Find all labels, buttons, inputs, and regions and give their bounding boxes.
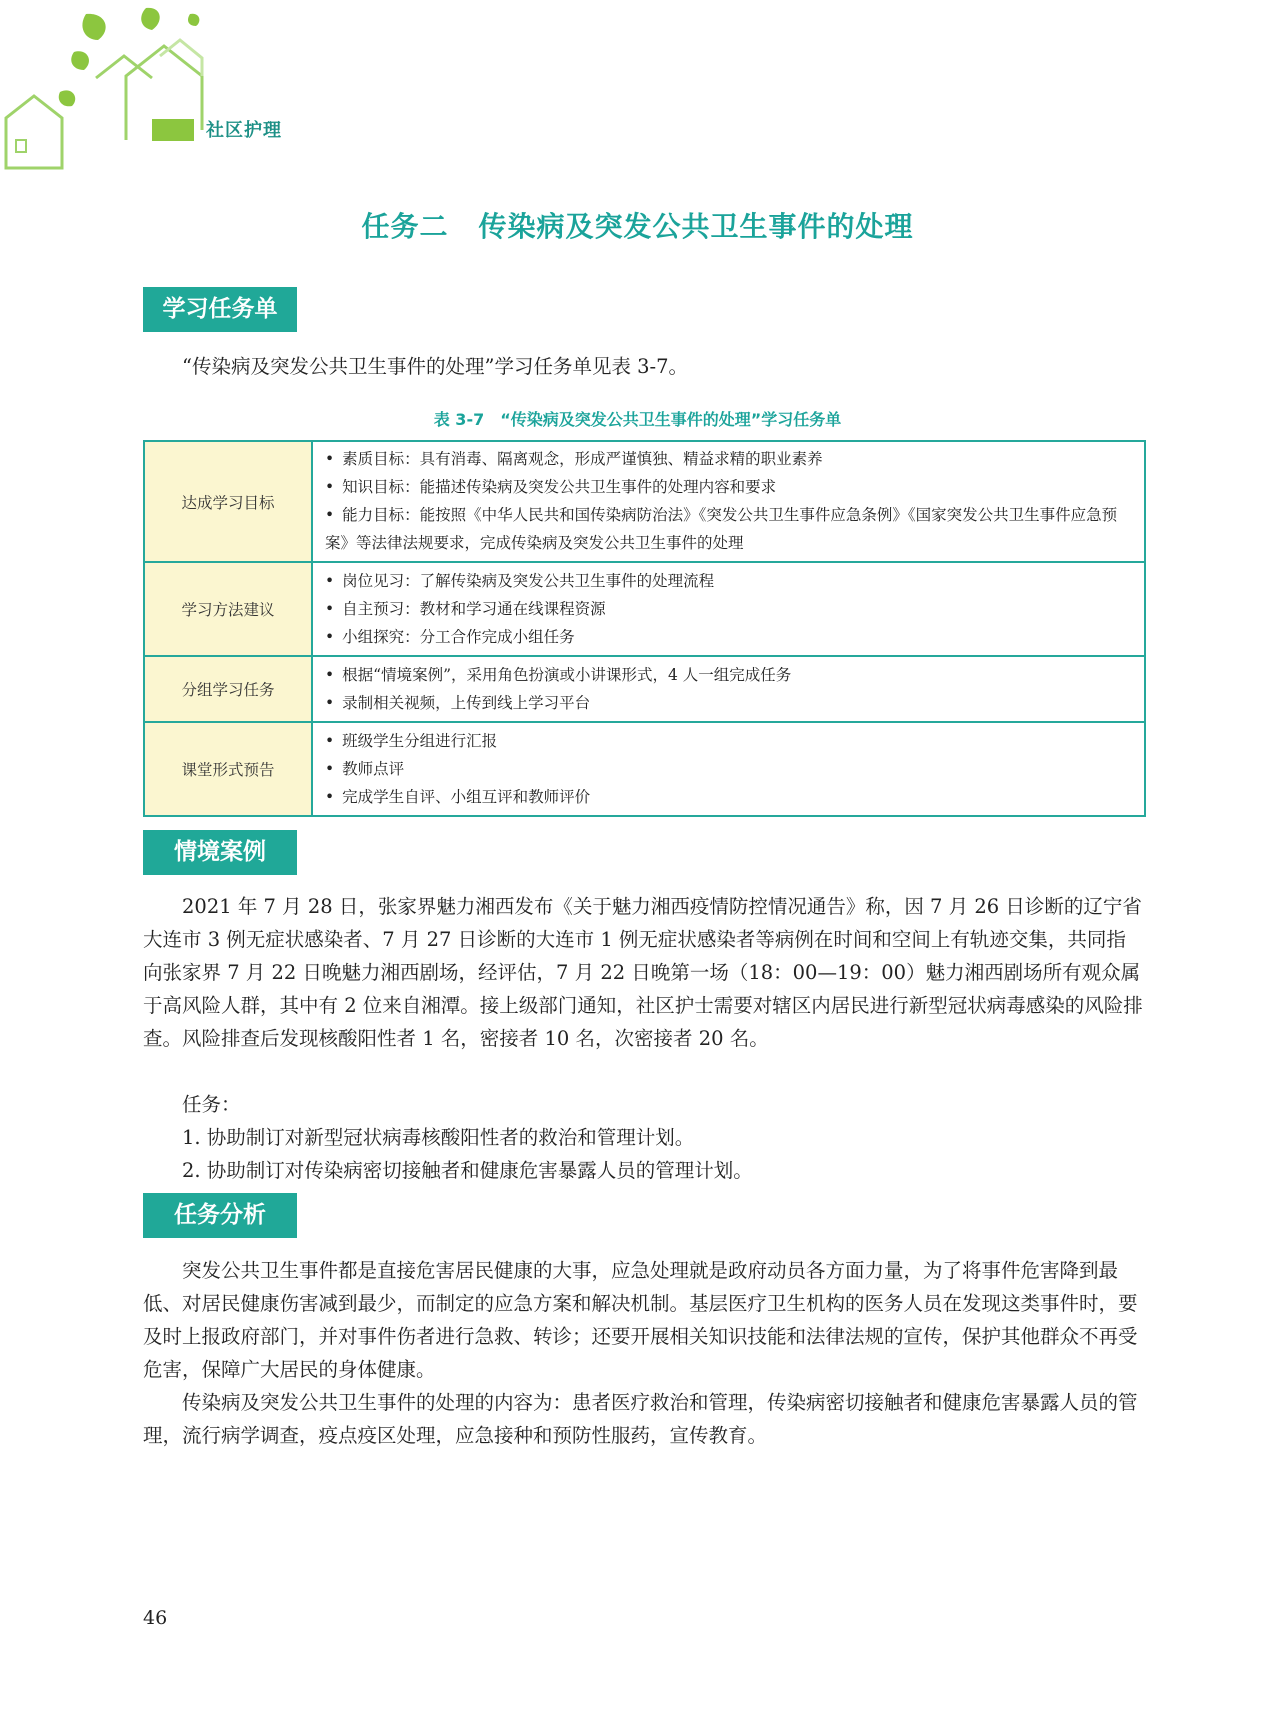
house-outline-icon <box>6 96 62 168</box>
list-item: • 班级学生分组进行汇报 <box>325 727 1132 755</box>
case-task-item: 1. 协助制订对新型冠状病毒核酸阳性者的救治和管理计划。 <box>182 1126 695 1149</box>
list-item: • 能力目标：能按照《中华人民共和国传染病防治法》《突发公共卫生事件应急条例》《国家突发公共卫生事件应急预案》等法律法规要求，完成传染病及突发公共卫生事件的处理 <box>325 501 1132 557</box>
list-item: • 小组探究：分工合作完成小组任务 <box>325 623 1132 651</box>
page-number: 46 <box>143 1607 168 1629</box>
house-outline-icon <box>96 56 152 78</box>
leaf-icon <box>71 51 89 70</box>
row-content <box>312 722 1145 816</box>
case-task-item: 2. 协助制订对传染病密切接触者和健康危害暴露人员的管理计划。 <box>182 1159 753 1182</box>
leaf-icon <box>188 14 199 26</box>
list-item: • 知识目标：能描述传染病及突发公共卫生事件的处理内容和要求 <box>325 473 1132 501</box>
leaf-icon <box>141 8 160 30</box>
list-item: • 自主预习：教材和学习通在线课程资源 <box>325 595 1132 623</box>
list-item: • 岗位见习：了解传染病及突发公共卫生事件的处理流程 <box>325 567 1132 595</box>
header-decoration <box>0 0 300 180</box>
table-row <box>144 722 1145 816</box>
table-row <box>144 656 1145 722</box>
learning-task-table <box>143 440 1146 817</box>
row-label: 学习方法建议 <box>144 562 312 656</box>
section-heading-case: 情境案例 <box>143 830 297 875</box>
table-row <box>144 562 1145 656</box>
list-item: • 完成学生自评、小组互评和教师评价 <box>325 783 1132 811</box>
row-label: 分组学习任务 <box>144 656 312 722</box>
row-label: 达成学习目标 <box>144 441 312 562</box>
title-task-number: 任务二 <box>361 210 449 243</box>
list-item: • 素质目标：具有消毒、隔离观念，形成严谨慎独、精益求精的职业素养 <box>325 445 1132 473</box>
analysis-paragraph: 突发公共卫生事件都是直接危害居民健康的大事，应急处理就是政府动员各方面力量，为了将事件危害降到最低、对居民健康伤害减到最少，而制定的应急方案和解决机制。基层医疗卫生机构的医务人员在发现这类事件时，要及时上报政府部门，并对事件伤者进行急救、转诊；还要开展相关知识技能和法律法规的宣传，保护其他群众不再受危害，保障广大居民的身体健康。 <box>143 1259 1138 1381</box>
list-item: • 教师点评 <box>325 755 1132 783</box>
chapter-label: 社区护理 <box>206 120 282 141</box>
leaf-icon <box>59 90 75 106</box>
page-title <box>0 205 1275 245</box>
row-content <box>312 441 1145 562</box>
row-content <box>312 562 1145 656</box>
row-content <box>312 656 1145 722</box>
section-heading-task-sheet: 学习任务单 <box>143 287 297 332</box>
table-caption: 表 3-7 “传染病及突发公共卫生事件的处理”学习任务单 <box>433 410 842 429</box>
list-item: • 根据“情境案例”，采用角色扮演或小讲课形式，4 人一组完成任务 <box>325 661 1132 689</box>
case-paragraph: 2021 年 7 月 28 日，张家界魅力湘西发布《关于魅力湘西疫情防控情况通告》称，因 7 月 26 日诊断的辽宁省大连市 3 例无症状感染者、7 月 27 日诊断的大连市 1 例无症状感染者等病例在时间和空间上有轨迹交集，共同指向张家界 7 月 22 日晚魅力湘西剧场，经评估，7 月 22 日晚第一场（18：00—19：00）魅力湘西剧场所有观众属于高风险人群，其中有 2 位来自湘潭。接上级部门通知，社区护士需要对辖区内居民进行新型冠状病毒感染的风险排查。风险排查后发现核酸阳性者 1 名，密接者 10 名，次密接者 20 名。 <box>143 895 1143 1050</box>
analysis-paragraph: 传染病及突发公共卫生事件的处理的内容为：患者医疗救治和管理，传染病密切接触者和健康危害暴露人员的管理，流行病学调查，疫点疫区处理，应急接种和预防性服药，宣传教育。 <box>143 1391 1138 1447</box>
row-label: 课堂形式预告 <box>144 722 312 816</box>
table-row <box>144 441 1145 562</box>
list-item: • 录制相关视频，上传到线上学习平台 <box>325 689 1132 717</box>
title-topic: 传染病及突发公共卫生事件的处理 <box>478 210 914 243</box>
section-heading-analysis: 任务分析 <box>143 1193 297 1238</box>
leaf-icon <box>82 14 105 40</box>
chapter-bar <box>152 119 194 141</box>
case-task-label: 任务： <box>182 1093 241 1116</box>
intro-text: “传染病及突发公共卫生事件的处理”学习任务单见表 3-7。 <box>182 355 689 378</box>
